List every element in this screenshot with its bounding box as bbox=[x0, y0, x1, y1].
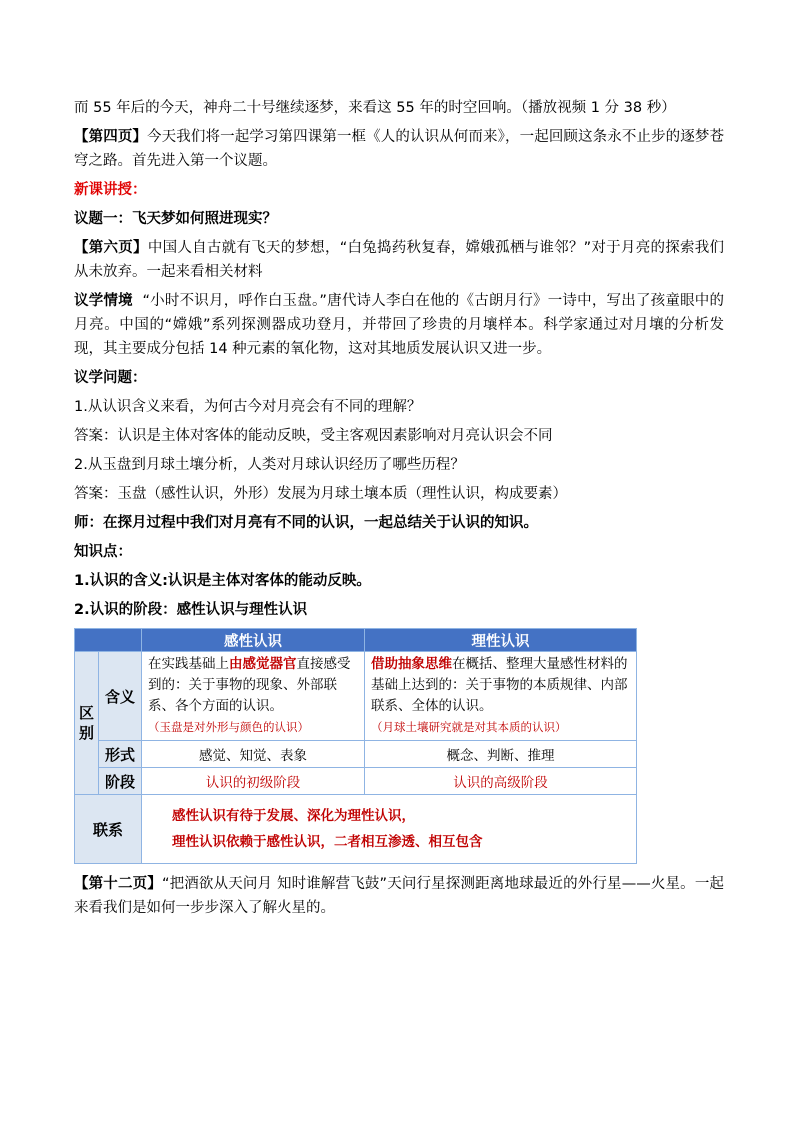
row-meaning-label: 含义 bbox=[99, 652, 142, 741]
question-1: 1.从认识含义来看，为何古今对月亮会有不同的理解？ bbox=[74, 399, 422, 415]
page-tag: 【第四页】 bbox=[74, 129, 148, 145]
perceptual-form: 感觉、知觉、表象 bbox=[142, 741, 365, 768]
scene-label: 议学情境 bbox=[74, 293, 133, 309]
perceptual-note: （玉盘是对外形与颜色的认识） bbox=[148, 720, 309, 734]
row-form-label: 形式 bbox=[99, 741, 142, 768]
paragraph-scene bbox=[74, 289, 724, 361]
teacher-line: 师：在探月过程中我们对月亮有不同的认识，一起总结关于认识的知识。 bbox=[74, 515, 538, 531]
knowledge-table bbox=[74, 628, 637, 864]
page-tag: 【第六页】 bbox=[74, 240, 148, 256]
section-heading: 新课讲授： bbox=[74, 182, 147, 198]
knowledge-1: 1.认识的含义:认识是主体对客体的能动反映。 bbox=[74, 573, 371, 589]
header-perceptual: 感性认识 bbox=[142, 629, 365, 652]
perceptual-stage: 认识的初级阶段 bbox=[142, 768, 365, 795]
question-2: 2.从玉盘到月球土壤分析，人类对月球认识经历了哪些历程？ bbox=[74, 457, 465, 473]
paragraph-text: 中国人自古就有飞天的梦想，“白兔捣药秋复春，嫦娥孤栖与谁邻？”对于月亮的探索我们从未放弃。一起来看相关材料 bbox=[74, 240, 724, 280]
perceptual-meaning: 在实践基础上由感觉器官直接感受到的：关于事物的现象、外部联系、各个方面的认识。 （玉盘是对外形与颜色的认识） bbox=[142, 652, 365, 741]
document-body bbox=[74, 96, 724, 925]
questions-heading: 议学问题： bbox=[74, 370, 147, 386]
paragraph-page6 bbox=[74, 236, 724, 284]
rational-meaning: 借助抽象思维在概括、整理大量感性材料的基础上达到的：关于事物的本质规律、内部联系、全体的认识。 （月球土壤研究就是对其本质的认识） bbox=[365, 652, 637, 741]
table-corner bbox=[75, 629, 142, 652]
rational-stage: 认识的高级阶段 bbox=[365, 768, 637, 795]
knowledge-2: 2.认识的阶段：感性认识与理性认识 bbox=[74, 602, 308, 618]
topic-heading: 议题一：飞天梦如何照进现实？ bbox=[74, 211, 277, 227]
link-content: 感性认识有待于发展、深化为理性认识， 理性认识依赖于感性认识，二者相互渗透、相互包含 bbox=[142, 795, 637, 864]
row-stage-label: 阶段 bbox=[99, 768, 142, 795]
paragraph-text: 今天我们将一起学习第四课第一框《人的认识从何而来》，一起回顾这条永不止步的逐梦苍穹之路。首先进入第一个议题。 bbox=[74, 129, 725, 169]
paragraph-page4 bbox=[74, 125, 724, 173]
rational-note: （月球土壤研究就是对其本质的认识） bbox=[371, 720, 567, 734]
page-tag: 【第十二页】 bbox=[74, 876, 162, 892]
row-group-label: 区别 bbox=[75, 652, 99, 795]
answer-2: 答案：玉盘（感性认识，外形）发展为月球土壤本质（理性认识，构成要素） bbox=[74, 486, 567, 502]
rational-form: 概念、判断、推理 bbox=[365, 741, 637, 768]
paragraph-page12 bbox=[74, 872, 724, 920]
paragraph-text: “把酒欲从天问月 知时谁解营飞鼓”天问行星探测距离地球最近的外行星——火星。一起来看我们是如何一步步深入了解火星的。 bbox=[74, 876, 724, 916]
answer-1: 答案：认识是主体对客体的能动反映，受主客观因素影响对月亮认识会不同 bbox=[74, 428, 553, 444]
row-link-label: 联系 bbox=[75, 795, 142, 864]
knowledge-heading: 知识点： bbox=[74, 544, 132, 560]
header-rational: 理性认识 bbox=[365, 629, 637, 652]
scene-text: “小时不识月，呼作白玉盘。”唐代诗人李白在他的《古朗月行》一诗中，写出了孩童眼中的月亮。中国的“嫦娥”系列探测器成功登月，并带回了珍贵的月壤样本。科学家通过对月壤的分析发现，其主要成分包括 14 种元素的氧化物，这对其地质发展认识又进一步。 bbox=[74, 293, 724, 357]
paragraph-video: 而 55 年后的今天，神舟二十号继续逐梦，来看这 55 年的时空回响。（播放视频 1 分 38 秒） bbox=[74, 100, 676, 116]
